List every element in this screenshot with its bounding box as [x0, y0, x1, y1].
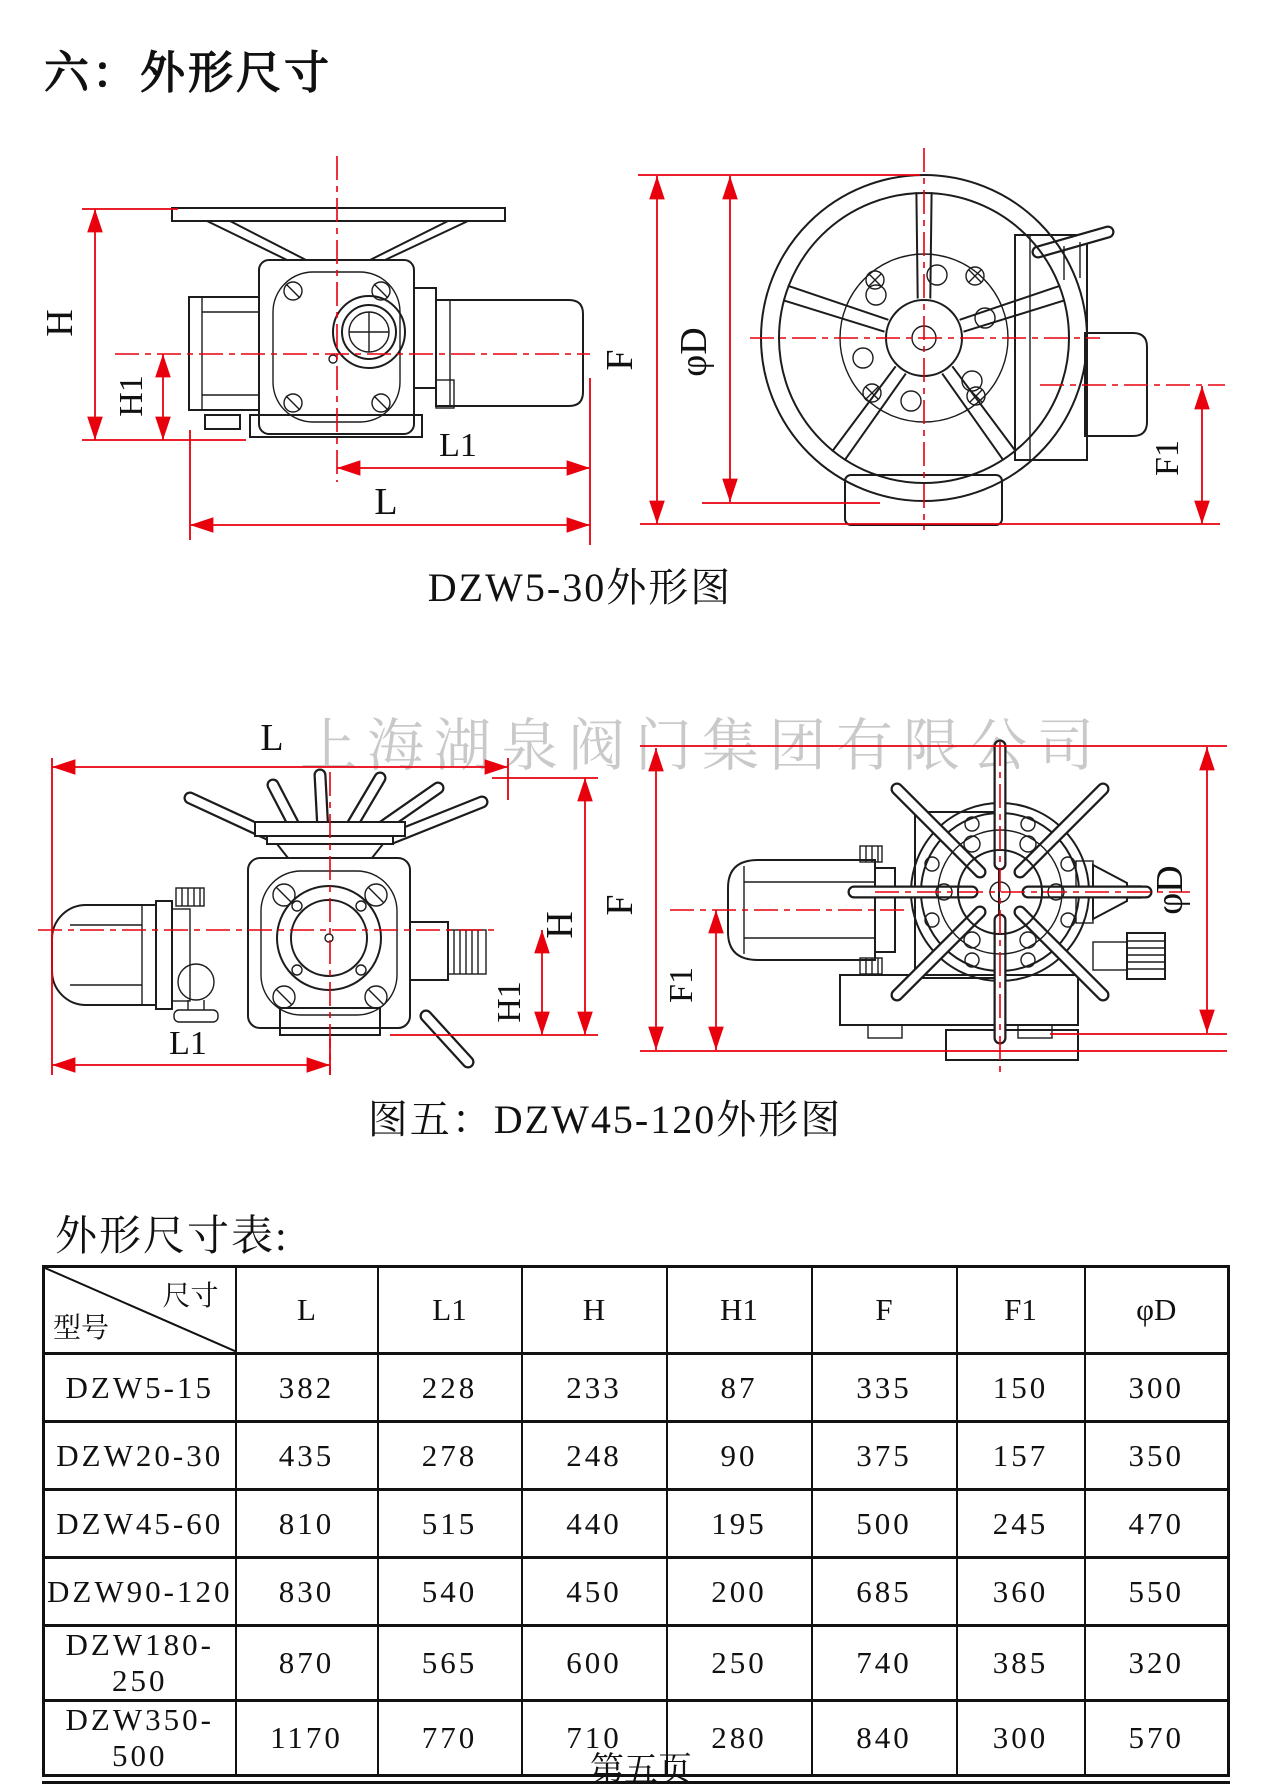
- col-header-h1: H1: [667, 1267, 812, 1354]
- table-row: DZW180-250 870 565 600 250 740 385 320: [44, 1626, 1229, 1701]
- model-cell: DZW5-15: [44, 1354, 236, 1422]
- fig2-side-view: [52, 775, 486, 1062]
- figure-dzw5-30-drawing: [30, 130, 1280, 600]
- col-header-phid: φD: [1085, 1267, 1229, 1354]
- motor-housing: [189, 297, 259, 429]
- corner-label-model: 型号: [53, 1313, 110, 1344]
- figure1-caption: DZW5-30外形图: [427, 565, 733, 610]
- fig2-handwheel-view: [728, 746, 1165, 1060]
- dim-label-f: F: [599, 894, 641, 916]
- table-row: DZW90-120 830 540 450 200 685 360 550: [44, 1558, 1229, 1626]
- col-header-l: L: [236, 1267, 378, 1354]
- knurled-knob: [1093, 933, 1165, 979]
- table-row: DZW350-500 1170 770 710 280 840 300 570: [44, 1701, 1229, 1780]
- table-row: DZW5-15 382 228 233 87 335 150 300: [44, 1354, 1229, 1422]
- dim-label-f1: F1: [1149, 440, 1186, 476]
- fig1-handwheel-view: [761, 175, 1147, 525]
- dim-label-h1: H1: [491, 981, 528, 1023]
- dim-label-h1: H1: [113, 375, 150, 417]
- model-cell: DZW350-500: [44, 1701, 236, 1780]
- model-cell: DZW45-60: [44, 1490, 236, 1558]
- motor-housing: [52, 901, 190, 1009]
- dim-label-f1: F1: [663, 967, 700, 1003]
- figure2-caption: 图五：DZW45-120外形图: [367, 1097, 843, 1142]
- fig1-side-dimensions: [39, 156, 590, 545]
- table-corner-cell: [44, 1267, 236, 1354]
- dim-label-h: H: [39, 309, 81, 337]
- dim-label-l1: L1: [439, 427, 477, 464]
- knurled-knob: [448, 930, 486, 974]
- corner-label-size: 尺寸: [162, 1281, 219, 1312]
- sight-glass: [329, 296, 405, 368]
- col-header-f1: F1: [957, 1267, 1085, 1354]
- dim-label-l1: L1: [169, 1025, 207, 1062]
- dim-label-h: H: [539, 911, 581, 939]
- table-row: DZW45-60 810 515 440 195 500 245 470: [44, 1490, 1229, 1558]
- company-watermark: 上海湖泉阀门集团有限公司: [300, 715, 1104, 778]
- table-row: DZW20-30 435 278 248 90 375 157 350: [44, 1422, 1229, 1490]
- table-heading: 外形尺寸表:: [55, 1214, 289, 1260]
- top-left-knob: [176, 888, 204, 906]
- figure-dzw45-120-drawing: [30, 630, 1280, 1090]
- dim-label-l: L: [374, 481, 398, 523]
- flange-bolts: [292, 901, 366, 975]
- model-cell: DZW180-250: [44, 1626, 236, 1701]
- model-cell: DZW90-120: [44, 1558, 236, 1626]
- model-cell: DZW20-30: [44, 1422, 236, 1490]
- drain-fitting: [174, 964, 218, 1022]
- fig1-side-view: [172, 208, 583, 437]
- dim-label-l: L: [260, 717, 284, 759]
- table-header-row: [44, 1267, 1229, 1354]
- page-number: 第五页: [590, 1752, 692, 1789]
- dim-label-f: F: [599, 349, 641, 371]
- dim-label-phid: φD: [1149, 865, 1191, 915]
- col-header-f: F: [812, 1267, 957, 1354]
- page-title: 六：外形尺寸: [44, 48, 333, 98]
- dim-label-phid: φD: [673, 327, 715, 377]
- col-header-l1: L1: [378, 1267, 522, 1354]
- col-header-h: H: [522, 1267, 667, 1354]
- dimensions-table: [42, 1265, 1230, 1784]
